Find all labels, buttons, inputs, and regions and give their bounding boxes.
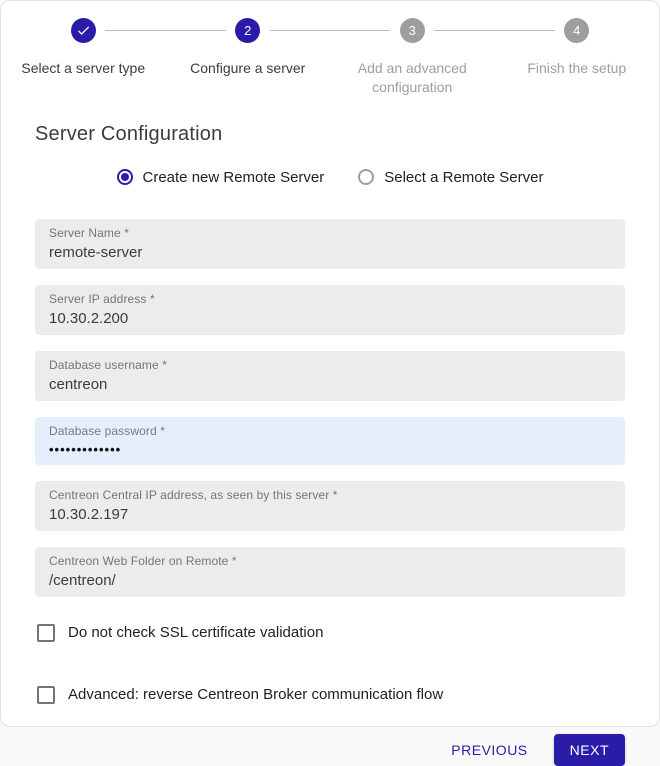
- radio-label: Select a Remote Server: [384, 168, 544, 186]
- database-username-field[interactable]: [35, 351, 625, 401]
- database-password-input[interactable]: •••••••••••••: [49, 441, 122, 457]
- step-connector: [270, 30, 391, 31]
- step-connector: [434, 30, 555, 31]
- server-name-input[interactable]: remote-server: [49, 243, 143, 261]
- field-label: Centreon Web Folder on Remote *: [49, 553, 237, 568]
- server-ip-input[interactable]: 10.30.2.200: [49, 309, 129, 327]
- previous-button[interactable]: PREVIOUS: [443, 734, 535, 766]
- next-button[interactable]: NEXT: [554, 734, 625, 766]
- ssl-validation-checkbox-row[interactable]: [37, 624, 659, 642]
- step-2-circle: 2: [235, 18, 260, 43]
- checkbox-unchecked-icon[interactable]: [37, 686, 55, 704]
- stepper: [1, 1, 659, 97]
- step-1-label: Select a server type: [21, 60, 146, 76]
- step-2-label: Configure a server: [190, 60, 306, 76]
- field-label: Server Name *: [49, 225, 129, 240]
- radio-label: Create new Remote Server: [142, 168, 325, 186]
- central-ip-field[interactable]: [35, 481, 625, 531]
- server-configuration-form: [35, 219, 625, 597]
- step-3-circle: 3: [400, 18, 425, 43]
- check-icon: [76, 23, 91, 38]
- step-connector: [105, 30, 226, 31]
- step-finish-setup[interactable]: [495, 18, 660, 97]
- radio-unselected-icon: [358, 169, 374, 185]
- checkbox-unchecked-icon[interactable]: [37, 624, 55, 642]
- step-1-circle: [71, 18, 96, 43]
- web-folder-field[interactable]: [35, 547, 625, 597]
- ssl-validation-label: Do not check SSL certificate validation: [68, 624, 324, 642]
- reverse-broker-label: Advanced: reverse Centreon Broker communication flow: [68, 686, 444, 704]
- field-label: Database password *: [49, 423, 165, 438]
- central-ip-input[interactable]: 10.30.2.197: [49, 505, 129, 523]
- radio-selected-icon: [117, 169, 133, 185]
- radio-create-new-remote-server[interactable]: [117, 169, 325, 186]
- step-4-circle: 4: [564, 18, 589, 43]
- radio-select-remote-server[interactable]: [358, 169, 543, 186]
- server-ip-field[interactable]: [35, 285, 625, 335]
- server-name-field[interactable]: [35, 219, 625, 269]
- wizard-actions: [1, 734, 625, 766]
- step-4-label: Finish the setup: [527, 60, 627, 76]
- web-folder-input[interactable]: /centreon/: [49, 571, 116, 589]
- field-label: Centreon Central IP address, as seen by this server *: [49, 487, 338, 502]
- step-3-label: Add an advanced configuration: [357, 60, 467, 95]
- reverse-broker-checkbox-row[interactable]: [37, 686, 659, 704]
- field-label: Database username *: [49, 357, 167, 372]
- page-title: Server Configuration: [35, 122, 223, 145]
- field-label: Server IP address *: [49, 291, 155, 306]
- database-password-field[interactable]: [35, 417, 625, 465]
- server-mode-radio-group: [1, 169, 659, 186]
- database-username-input[interactable]: centreon: [49, 375, 108, 393]
